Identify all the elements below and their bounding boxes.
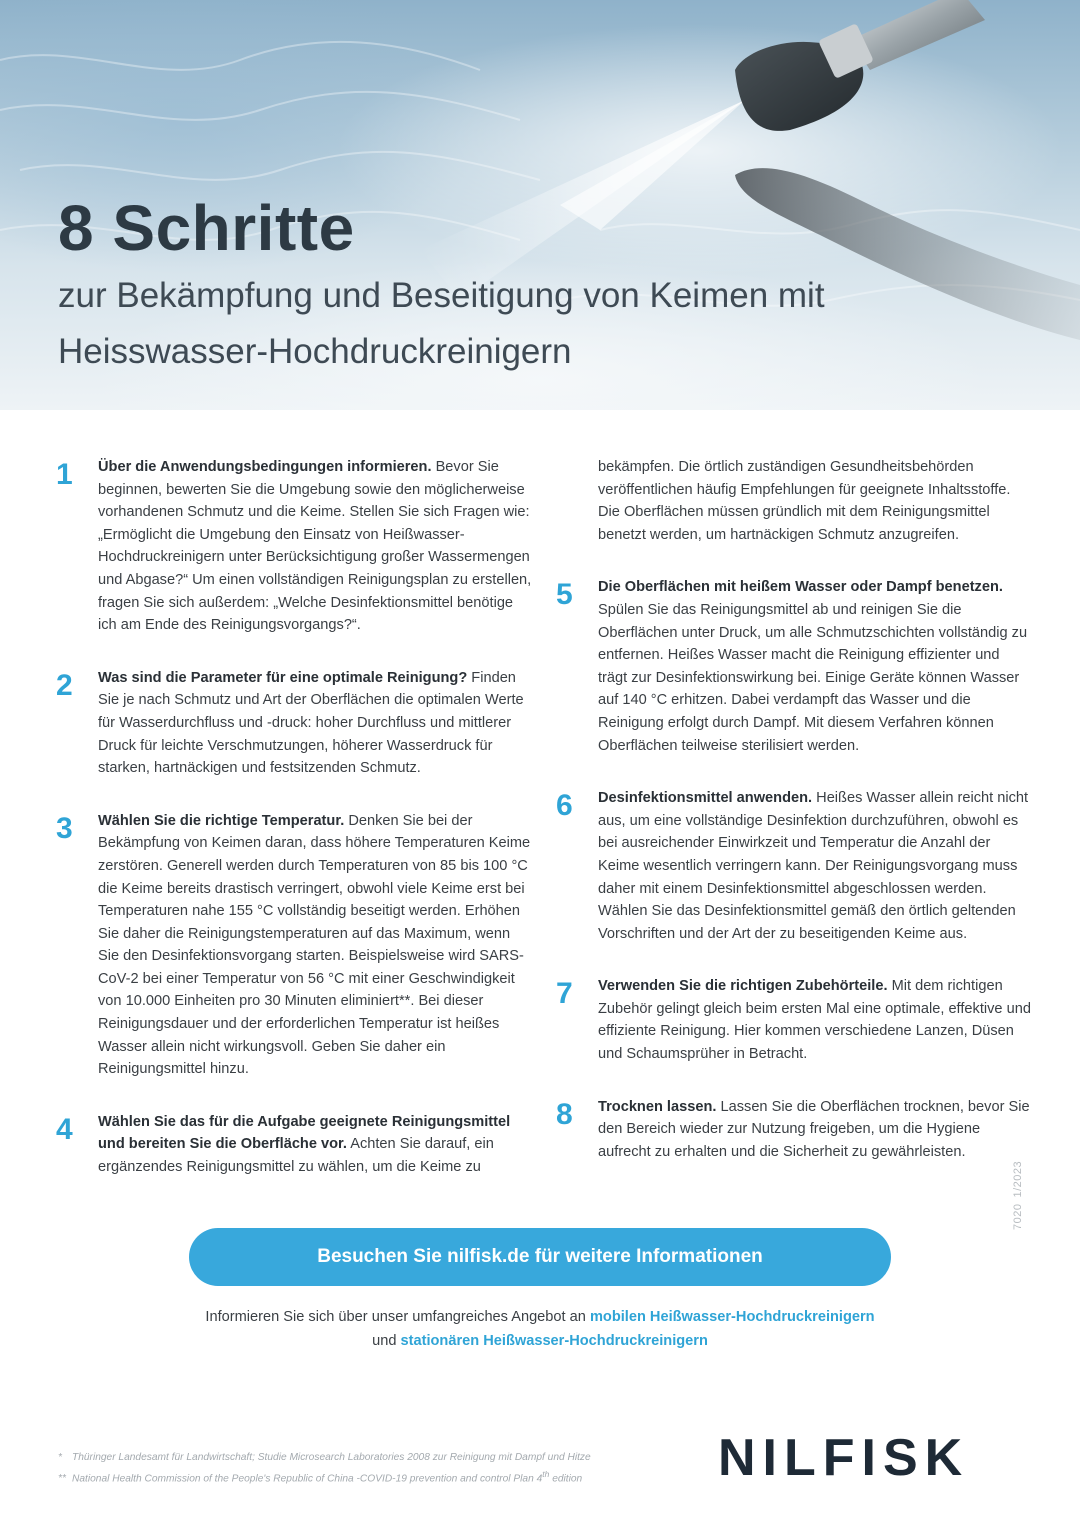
- step-heading: Verwenden Sie die richtigen Zubehörteile.: [598, 978, 888, 995]
- step-7: [552, 975, 1032, 1065]
- step-heading: Die Oberflächen mit heißem Wasser oder Dampf benetzen.: [598, 579, 1003, 596]
- step-body: Mit dem richtigen Zubehör gelingt gleich beim ersten Mal eine optimale, effektive und effiziente Reinigung. Hier kommen verschiedene Lanzen, Düsen und Schaumsprüher in Betracht.: [598, 978, 1031, 1063]
- step-2: [52, 667, 532, 780]
- info-text-middle: und: [372, 1333, 401, 1349]
- link-stationary-pressure-washers[interactable]: stationären Heißwasser-Hochdruckreinigern: [400, 1333, 708, 1349]
- step-body: Achten Sie darauf, ein ergänzendes Reinigungsmittel zu wählen, um die Keime zu: [98, 1136, 494, 1176]
- visit-website-button[interactable]: Besuchen Sie nilfisk.de für weitere Informationen: [189, 1228, 891, 1286]
- steps-column-left: [52, 456, 532, 1209]
- step-1: [52, 456, 532, 637]
- step-3: [52, 810, 532, 1081]
- step-body-continued: bekämpfen. Die örtlich zuständigen Gesundheitsbehörden veröffentlichen häufig Empfehlungen für geeignete Inhaltsstoffe. Die Oberflächen müssen gründlich mit dem Reinigungsmittel benetzt werden, um hartnäckigen Schmutz anzugreifen.: [598, 459, 1011, 543]
- page-subtitle: zur Bekämpfung und Beseitigung von Keimen mit Heisswasser-Hochdruckreinigern: [58, 276, 825, 371]
- step-text: [98, 667, 532, 780]
- step-body: Bevor Sie beginnen, bewerten Sie die Umgebung sowie den möglicherweise vorhandenen Schmutz und die Keime. Stellen Sie sich Fragen wie: „Ermöglicht die Umgebung den Einsatz von Heißwasser-Hochdruckreinigern unter Berücksichtigung großer Wassermengen und Abgase?“ Um einen vollständigen Reinigungsplan zu erstellen, fragen Sie sich außerdem: „Welche Desinfektionsmittel benötige ich am Ende des Reinigungsvorgangs?“.: [98, 459, 532, 634]
- info-text: [0, 1305, 1080, 1353]
- step-4: [52, 1111, 532, 1179]
- step-number: 1: [56, 458, 73, 491]
- footnote-text: Thüringer Landesamt für Landwirtschaft; Studie Microsearch Laboratories 2008 zur Reinigung mit Dampf und Hitze: [72, 1452, 591, 1463]
- footnote-mark: **: [58, 1473, 66, 1485]
- document-code: 7020: [1012, 1203, 1024, 1230]
- step-8: [552, 1096, 1032, 1164]
- info-line-1: [0, 1305, 1080, 1329]
- step-heading: Trocknen lassen.: [598, 1098, 717, 1115]
- footnotes: [58, 1449, 678, 1487]
- step-heading: Wählen Sie das für die Aufgabe geeignete Reinigungsmittel und bereiten Sie die Oberfläche vor.: [98, 1113, 511, 1153]
- info-line-2: [0, 1329, 1080, 1353]
- step-body: Lassen Sie die Oberflächen trocknen, bevor Sie den Bereich wieder zur Nutzung freigeben, um die Hygiene aufrecht zu erhalten und die Sicherheit zu gewährleisten.: [598, 1098, 1030, 1160]
- step-text: [598, 975, 1032, 1065]
- step-number: 8: [556, 1097, 573, 1131]
- step-text: [598, 787, 1032, 945]
- step-number: 2: [56, 668, 73, 702]
- step-heading: Was sind die Parameter für eine optimale Reinigung?: [98, 669, 468, 686]
- nilfisk-logo: NILFISK: [718, 1429, 970, 1487]
- step-number: 6: [556, 789, 573, 823]
- step-body: Spülen Sie das Reinigungsmittel ab und reinigen Sie die Oberflächen unter Druck, um alle Schmutzschichten vollständig zu entfernen. Heißes Wasser macht die Reinigung effizienter und trägt zur Desinfektionswirkung bei. Einige Geräte können Wasser auf 140 °C erhitzen. Dabei verdampft das Wasser und die Reinigung erfolgt durch Dampf. Mit diesem Verfahren können Oberflächen teilweise sterilisiert werden.: [598, 601, 1028, 754]
- steps-column-right: [552, 456, 1032, 1193]
- step-text: [98, 456, 532, 637]
- page-title: 8 Schritte: [58, 192, 355, 264]
- footnote-text-after: edition: [549, 1473, 583, 1485]
- step-4-continuation: [552, 456, 1032, 546]
- step-text: [98, 1111, 532, 1179]
- step-text: [598, 1096, 1032, 1164]
- step-number: 5: [556, 578, 573, 612]
- step-6: [552, 787, 1032, 945]
- step-heading: Wählen Sie die richtige Temperatur.: [98, 812, 345, 829]
- step-body: Heißes Wasser allein reicht nicht aus, um eine vollständige Desinfektion durchzuführen, obwohl es bei ausreichender Einwirkzeit und Temperatur die Anzahl der Keime wesentlich verringern kann. Der Reinigungsvorgang muss daher mit einem Desinfektionsmittel abgeschlossen werden. Wählen Sie das Desinfektionsmittel gemäß den örtlich geltenden Vorschriften und der Art der zu beseitigenden Keime aus.: [598, 790, 1029, 942]
- step-body: Denken Sie bei der Bekämpfung von Keimen daran, dass höhere Temperaturen Keime zerstören. Generell werden durch Temperaturen von 85 bis 100 °C die Keime bereits drastisch verringert, obwohl viele Keime erst bei Temperaturen nahe 155 °C vollständig beseitigt werden. Erhöhen Sie daher die Reinigungstemperaturen auf das Maximum, wenn Sie den Desinfektionsvorgang starten. Beispielsweise wird SARS-CoV-2 bei einer Temperatur von 56 °C mit einer Geschwindigkeit von 10.000 Einheiten pro 30 Minuten eliminiert**. Bei dieser Reinigungsdauer und der erforderlichen Temperatur ist heißes Wasser allein nicht wirkungsvoll. Geben Sie daher ein Reinigungsmittel hinzu.: [98, 812, 531, 1078]
- document-number: [1012, 1150, 1024, 1230]
- step-number: 4: [56, 1112, 73, 1146]
- footnote-1: [58, 1449, 678, 1466]
- footnote-superscript: th: [542, 1469, 550, 1479]
- info-text-before: Informieren Sie sich über unser umfangreiches Angebot an: [205, 1309, 590, 1325]
- step-heading: Über die Anwendungsbedingungen informieren.: [98, 459, 432, 475]
- step-text: [598, 576, 1032, 757]
- footnote-2: [58, 1466, 678, 1487]
- step-body: Finden Sie je nach Schmutz und Art der Oberflächen die optimalen Werte für Wasserdurchfluss und -druck: hoher Durchfluss und mittlerer Druck für leichte Verschmutzungen, höherer Wasserdruck für starken, hartnäckigen und festsitzenden Schmutz.: [98, 669, 524, 777]
- step-heading: Desinfektionsmittel anwenden.: [598, 790, 813, 807]
- step-5: [552, 576, 1032, 757]
- step-number: 3: [56, 811, 73, 845]
- footnote-text: National Health Commission of the People's Republic of China -COVID-19 prevention and control Plan 4: [72, 1473, 543, 1485]
- document-date: 1/2023: [1012, 1160, 1024, 1198]
- hero-banner: [0, 0, 1080, 410]
- step-text: [98, 810, 532, 1081]
- link-mobile-pressure-washers[interactable]: mobilen Heißwasser-Hochdruckreinigern: [589, 1309, 875, 1325]
- step-number: 7: [556, 977, 573, 1011]
- footnote-mark: *: [58, 1452, 62, 1463]
